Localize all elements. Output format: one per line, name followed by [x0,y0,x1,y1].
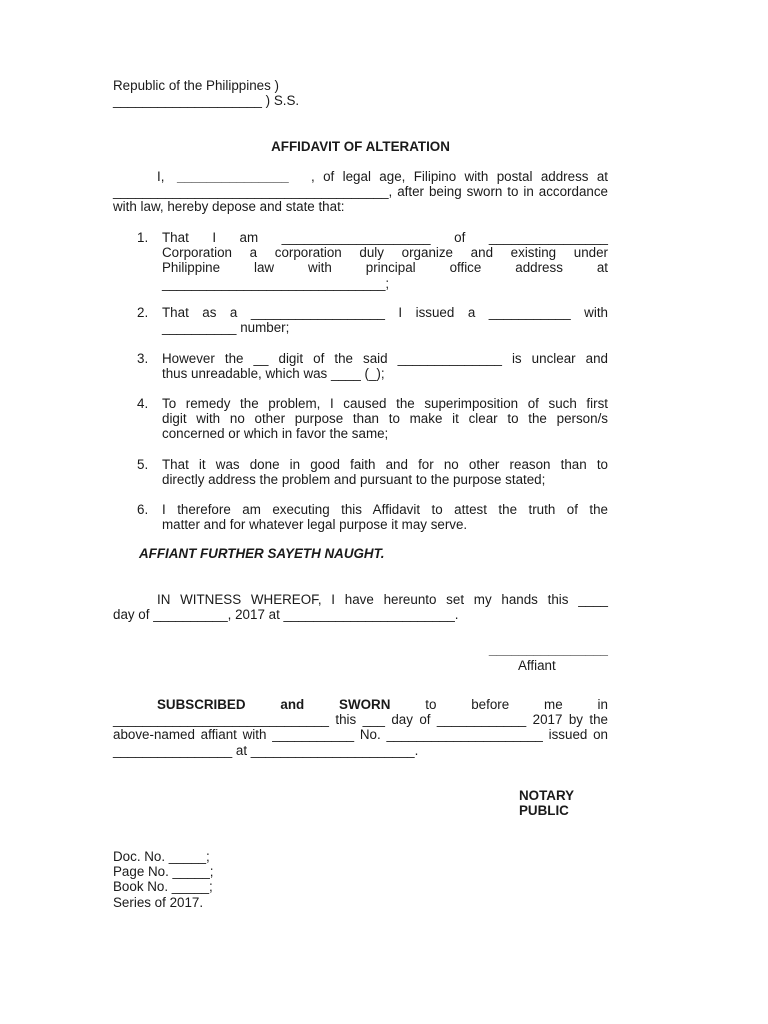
witness-line-2: day of __________, 2017 at _______________________. [113,607,459,623]
sworn-word: SWORN [339,697,391,712]
intro-line-1 [113,169,608,184]
and-word: and [280,697,305,712]
affiant-further-sayeth: AFFIANT FURTHER SAYETH NAUGHT. [139,546,385,561]
item-line: matter and for whatever legal purpose it may serve. [162,517,468,533]
venue-line-2: ____________________ ) S.S. [113,93,300,109]
item-line: directly address the problem and pursuant to the purpose stated; [162,472,546,488]
subscribed-word: SUBSCRIBED [157,697,246,712]
doc-no: Doc. No. _____; [113,849,210,864]
item-line: thus unreadable, which was ____ (_); [162,366,385,382]
subscribed-line-1 [113,697,608,712]
intro-paragraph [113,169,608,214]
item-number: 3. [137,351,149,366]
item-number: 4. [137,396,149,411]
subscribed-line-3: above-named affiant with ___________ No. _____________________ issued on [113,727,608,743]
item-line: Corporation a corporation duly organize and existing under [162,245,608,261]
item-line: However the __ digit of the said ______________ is unclear and [162,351,608,366]
page-no: Page No. _____; [113,864,214,880]
me-word: me [544,697,563,712]
item-line: digit with no other purpose than to make it clear to the person/s [162,411,608,427]
affiant-name-blank: _______________ [177,169,289,184]
subscribed-line-2: _____________________________ this ___ day of ____________ 2017 by the [113,712,608,728]
venue-line-1: Republic of the Philippines ) [113,78,279,93]
venue-block [113,78,608,108]
item-line: That it was done in good faith and for no other reason than to [162,457,608,472]
intro-line-2: _____________________________________, after being sworn to in accordance [113,184,608,199]
item-line: That as a __________________ I issued a ___________ with [162,305,608,320]
book-no: Book No. _____; [113,879,213,895]
affiant-signature-block [113,642,608,673]
item-line: To remedy the problem, I caused the superimposition of such first [162,396,608,411]
subscribed-line-4: ________________ at ______________________. [113,742,419,758]
witness-paragraph [113,592,608,622]
item-line: ______________________________; [162,275,390,291]
item-line: Philippine law with principal office address at [162,260,608,276]
item-line: concerned or which in favor the same; [162,426,389,442]
affiant-signature-line: ________________ [488,642,608,657]
item-line: That I am ____________________ of ________________ [162,230,608,245]
affiant-label: Affiant [518,658,556,673]
intro-line-1-rest: , of legal age, Filipino with postal address at [311,169,608,184]
item-line: __________ number; [162,320,290,336]
intro-pronoun: I, [157,169,165,184]
intro-line-3: with law, hereby depose and state that: [113,199,345,215]
in-word: in [597,697,608,712]
item-number: 2. [137,305,149,320]
item-line: I therefore am executing this Affidavit to attest the truth of the [162,502,608,517]
item-number: 6. [137,502,149,517]
subscribed-paragraph [113,697,608,758]
before-word: before [471,697,510,712]
series: Series of 2017. [113,894,204,910]
item-number: 1. [137,230,149,245]
document-title: AFFIDAVIT OF ALTERATION [271,139,450,154]
notarial-register [113,849,608,910]
item-number: 5. [137,457,149,472]
to-word: to [425,697,437,712]
notary-public-label: NOTARY PUBLIC [519,788,574,819]
witness-line-1: IN WITNESS WHEREOF, I have hereunto set my hands this ____ [157,592,608,607]
